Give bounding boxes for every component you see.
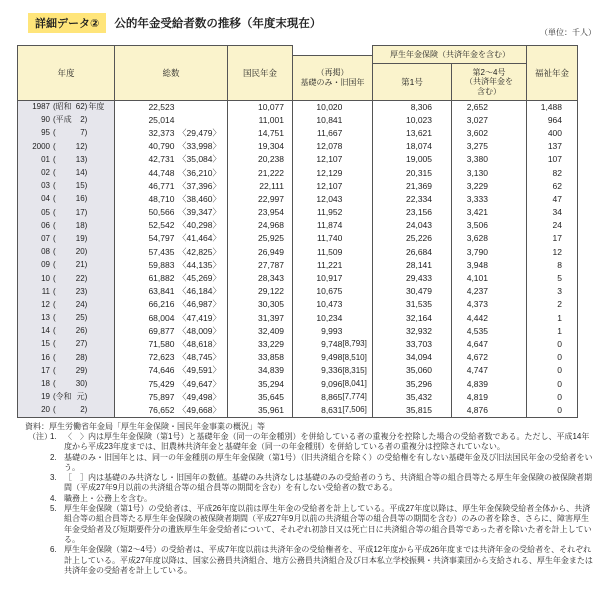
kokumin-cell: 27,787 <box>228 258 293 271</box>
dai1-cell: 19,005 <box>373 153 452 166</box>
table-row <box>18 126 577 139</box>
total-cell: 68,004 〈47,419〉 <box>115 311 228 324</box>
total-cell: 76,652 〈49,668〉 <box>115 403 228 416</box>
pension-table <box>17 45 578 418</box>
fukushi-cell: 24 <box>552 220 562 231</box>
total-cell: 59,883 〈44,135〉 <box>115 258 228 271</box>
dai1-cell: 31,535 <box>373 298 452 311</box>
table-row <box>18 153 577 166</box>
dai1-cell: 10,023 <box>373 113 452 126</box>
dai24-cell: 3,506 <box>452 219 527 232</box>
dai24-cell: 3,229 <box>452 179 527 192</box>
dai24-cell: 3,380 <box>452 153 527 166</box>
note-text: 〈 〉内は厚生年金保険（第1号）と基礎年金（同一の年金種別）を併給している者の重複分を控除した場合の受給者数である。ただし、平成14年度から平成23年度までは、旧農林共済年金と基礎年金（同一の年金種別）を併給している者の重複分は控除されていない。 <box>64 432 590 452</box>
header-saikei-line1: （再掲） <box>316 68 349 77</box>
title-bar <box>28 13 321 33</box>
dai1-cell: 34,094 <box>373 351 452 364</box>
kokumin-cell: 25,925 <box>228 232 293 245</box>
dai1-cell: 25,226 <box>373 232 452 245</box>
header-dai24-line2: （共済年金を <box>465 77 513 87</box>
fukushi-cell: 0 <box>557 352 562 363</box>
dai24-cell: 2,652 <box>452 100 527 113</box>
year-cell: 15 ( 27 ) <box>18 337 115 350</box>
kokumin-cell: 29,122 <box>228 285 293 298</box>
kiso-cell: 12,043 <box>293 192 373 205</box>
total-cell: 48,710 〈38,460〉 <box>115 192 228 205</box>
dai1-cell: 35,432 <box>373 390 452 403</box>
fukushi-cell: 34 <box>552 207 562 218</box>
note-item <box>50 432 596 453</box>
fukushi-cell: 2 <box>557 299 562 310</box>
table-row <box>18 403 577 416</box>
kiso-cell: 9,498 [8,510] <box>293 351 373 364</box>
kiso-cell: 8,631 [7,506] <box>293 403 373 416</box>
header-dai24-line1: 第2～4号 <box>472 67 506 77</box>
header-dai24 <box>451 63 527 101</box>
note-item <box>50 473 596 494</box>
kokumin-cell: 31,397 <box>228 311 293 324</box>
table-row <box>18 258 577 271</box>
header-kokumin: 国民年金 <box>227 45 293 101</box>
note-number: 5. <box>50 504 57 514</box>
total-cell: 63,841 〈46,184〉 <box>115 285 228 298</box>
dai1-cell: 13,621 <box>373 126 452 139</box>
total-cell: 54,797 〈41,464〉 <box>115 232 228 245</box>
table-row <box>18 219 577 232</box>
note-text: 職務上・公務上を含む。 <box>64 493 152 503</box>
fukushi-cell: 1 <box>557 325 562 336</box>
kiso-cell: 11,221 <box>293 258 373 271</box>
note-number: 4. <box>50 493 57 503</box>
note-items <box>50 432 596 576</box>
kokumin-cell: 10,077 <box>228 100 293 113</box>
unit-label: （単位：千人） <box>540 28 596 37</box>
table-row <box>18 113 577 126</box>
year-cell: 05 ( 17 ) <box>18 206 115 219</box>
kokumin-cell: 19,304 <box>228 140 293 153</box>
dai1-cell: 20,315 <box>373 166 452 179</box>
year-cell: 10 ( 22 ) <box>18 271 115 284</box>
total-cell: 66,216 〈46,987〉 <box>115 298 228 311</box>
dai1-cell: 30,479 <box>373 285 452 298</box>
total-cell: 25,014 <box>115 113 228 126</box>
year-cell: 1987 ( 昭和 62 ) 年度 <box>18 100 115 113</box>
dai1-cell: 32,932 <box>373 324 452 337</box>
fukushi-cell: 47 <box>552 193 562 204</box>
fukushi-cell: 1,488 <box>540 101 562 112</box>
year-cell: 07 ( 19 ) <box>18 232 115 245</box>
year-cell: 95 ( 7 ) <box>18 126 115 139</box>
year-cell: 17 ( 29 ) <box>18 364 115 377</box>
dai24-cell: 3,130 <box>452 166 527 179</box>
year-cell: 16 ( 28 ) <box>18 351 115 364</box>
dai1-cell: 35,815 <box>373 403 452 416</box>
total-cell: 61,882 〈45,269〉 <box>115 271 228 284</box>
dai1-cell: 26,684 <box>373 245 452 258</box>
note-item <box>50 504 596 545</box>
kiso-cell: 11,667 <box>293 126 373 139</box>
kokumin-cell: 14,751 <box>228 126 293 139</box>
dai1-cell: 23,156 <box>373 206 452 219</box>
note-text: 基礎のみ・旧国年とは、同一の年金種別の厚生年金保険（第1号）（旧共済組合を除く）の受給権を有しない基礎年金及び旧法国民年金の受給者をいう。 <box>64 452 593 472</box>
kiso-cell: 11,874 <box>293 219 373 232</box>
total-cell: 42,731 〈35,084〉 <box>115 153 228 166</box>
dai1-cell: 28,141 <box>373 258 452 271</box>
fukushi-cell: 0 <box>557 391 562 402</box>
dai24-cell: 4,647 <box>452 337 527 350</box>
year-cell: 04 ( 16 ) <box>18 192 115 205</box>
note-text: ［ ］内は基礎のみ共済なし・旧国年の数値。基礎のみ共済なしは基礎のみの受給者のうち、共済組合等の組合員等たる厚生年金保険の被保険者期間（平成27年9月以前の共済組合等の組合員等の期間を含む）を有しない受給者の数である。 <box>64 473 592 493</box>
header-year: 年度 <box>17 45 115 101</box>
kiso-cell: 9,993 <box>293 324 373 337</box>
total-cell: 57,435 〈42,825〉 <box>115 245 228 258</box>
year-cell: 11 ( 23 ) <box>18 285 115 298</box>
kokumin-cell: 34,839 <box>228 364 293 377</box>
total-cell: 22,523 <box>115 100 228 113</box>
note-number: 2. <box>50 452 57 462</box>
kiso-cell: 12,107 <box>293 153 373 166</box>
dai24-cell: 4,535 <box>452 324 527 337</box>
table-row <box>18 232 577 245</box>
header-saikei <box>292 55 373 101</box>
dai24-cell: 4,237 <box>452 285 527 298</box>
year-cell: 13 ( 25 ) <box>18 311 115 324</box>
total-cell: 69,877 〈48,009〉 <box>115 324 228 337</box>
notes-label: （注） <box>28 432 52 441</box>
table-row <box>18 324 577 337</box>
dai24-cell: 3,333 <box>452 192 527 205</box>
total-cell: 75,429 〈49,647〉 <box>115 377 228 390</box>
total-cell: 52,542 〈40,298〉 <box>115 219 228 232</box>
dai1-cell: 35,060 <box>373 364 452 377</box>
year-cell: 20 ( 2 ) <box>18 403 115 416</box>
table-row <box>18 298 577 311</box>
kiso-cell: 9,748 [8,793] <box>293 337 373 350</box>
header-kosei-group: 厚生年金保険（共済年金を含む） <box>372 45 528 64</box>
table-row <box>18 245 577 258</box>
dai24-cell: 4,876 <box>452 403 527 416</box>
kokumin-cell: 30,305 <box>228 298 293 311</box>
year-cell: 08 ( 20 ) <box>18 245 115 258</box>
year-cell: 2000 ( 12 ) <box>18 140 115 153</box>
kokumin-cell: 35,294 <box>228 377 293 390</box>
header-saikei-line2: 基礎のみ・旧国年 <box>300 78 365 87</box>
kiso-cell: 10,841 <box>293 113 373 126</box>
note-text: 厚生年金保険（第2～4号）の受給者は、平成7年度以前は共済年金の受給権者を、平成12年度から平成26年度までは共済年金の受給者を、それぞれ計上している。平成27年度以降は、国家公務員共済組合、地方公務員共済組合及び日本私立学校振興・共済事業団から支給される、厚生年金または共済年金の受給者を計上している。 <box>64 545 593 575</box>
kiso-cell: 11,952 <box>293 206 373 219</box>
table-row <box>18 377 577 390</box>
kiso-cell: 12,129 <box>293 166 373 179</box>
kokumin-cell: 23,954 <box>228 206 293 219</box>
dai24-cell: 3,027 <box>452 113 527 126</box>
note-number: 1. <box>50 432 57 441</box>
kiso-cell: 10,020 <box>293 100 373 113</box>
fukushi-cell: 0 <box>557 404 562 415</box>
fukushi-cell: 82 <box>552 167 562 178</box>
dai24-cell: 4,672 <box>452 351 527 364</box>
fukushi-cell: 0 <box>557 365 562 376</box>
dai24-cell: 4,101 <box>452 271 527 284</box>
dai24-cell: 4,747 <box>452 364 527 377</box>
dai1-cell: 18,074 <box>373 140 452 153</box>
table-body <box>17 100 578 418</box>
fukushi-cell: 964 <box>547 114 562 125</box>
table-row <box>18 192 577 205</box>
kokumin-cell: 22,997 <box>228 192 293 205</box>
total-cell: 74,646 〈49,591〉 <box>115 364 228 377</box>
fukushi-cell: 107 <box>547 154 562 165</box>
dai24-cell: 4,839 <box>452 377 527 390</box>
dai1-cell: 29,433 <box>373 271 452 284</box>
kokumin-cell: 24,968 <box>228 219 293 232</box>
table-row <box>18 337 577 350</box>
dai1-cell: 8,306 <box>373 100 452 113</box>
dai24-cell: 3,948 <box>452 258 527 271</box>
table-row <box>18 206 577 219</box>
kokumin-cell: 11,001 <box>228 113 293 126</box>
kokumin-cell: 33,229 <box>228 337 293 350</box>
note-text: 厚生年金保険（第1号）の受給者は、平成26年度以前は厚生年金の受給者を計上している。平成27年度以降は、厚生年金保険受給者全体から、共済組合等の組合員等たる厚生年金保険の被保険者期間（平成27年9月以前の共済組合等の組合員等の期間を含む）のみの者を除き、さらに、障害厚生年金受給者及び短期要件分の遺族厚生年金受給者について、それぞれ初診日又は死亡日に共済組合等の組合員等であった者を除いた者を計上している。 <box>64 504 592 544</box>
header-fukushi: 福祉年金 <box>526 45 578 101</box>
kokumin-cell: 26,949 <box>228 245 293 258</box>
fukushi-cell: 0 <box>557 378 562 389</box>
kiso-cell: 9,096 [8,041] <box>293 377 373 390</box>
table-row <box>18 166 577 179</box>
kiso-cell: 9,336 [8,315] <box>293 364 373 377</box>
table-row <box>18 285 577 298</box>
dai24-cell: 3,275 <box>452 140 527 153</box>
dai1-cell: 22,334 <box>373 192 452 205</box>
year-cell: 90 ( 平成 2 ) <box>18 113 115 126</box>
fukushi-cell: 12 <box>552 246 562 257</box>
note-item <box>50 494 596 504</box>
kiso-cell: 8,865 [7,774] <box>293 390 373 403</box>
dai24-cell: 3,421 <box>452 206 527 219</box>
kiso-cell: 11,740 <box>293 232 373 245</box>
kiso-cell: 10,234 <box>293 311 373 324</box>
note-item <box>50 545 596 576</box>
header-total: 総数 <box>114 45 228 101</box>
total-cell: 40,790 〈33,998〉 <box>115 140 228 153</box>
table-row <box>18 390 577 403</box>
year-cell: 02 ( 14 ) <box>18 166 115 179</box>
year-cell: 01 ( 13 ) <box>18 153 115 166</box>
year-cell: 18 ( 30 ) <box>18 377 115 390</box>
table-row <box>18 311 577 324</box>
dai24-cell: 3,628 <box>452 232 527 245</box>
table-row <box>18 100 577 113</box>
note-item <box>50 453 596 474</box>
kokumin-cell: 20,238 <box>228 153 293 166</box>
fukushi-cell: 137 <box>547 141 562 152</box>
table-row <box>18 140 577 153</box>
kiso-cell: 12,078 <box>293 140 373 153</box>
dai24-cell: 4,442 <box>452 311 527 324</box>
year-cell: 03 ( 15 ) <box>18 179 115 192</box>
total-cell: 32,373 〈29,479〉 <box>115 126 228 139</box>
year-cell: 06 ( 18 ) <box>18 219 115 232</box>
section-label: 詳細データ② <box>28 13 106 33</box>
dai24-cell: 4,819 <box>452 390 527 403</box>
table-row <box>18 351 577 364</box>
dai1-cell: 33,703 <box>373 337 452 350</box>
dai24-cell: 4,373 <box>452 298 527 311</box>
dai24-cell: 3,602 <box>452 126 527 139</box>
dai1-cell: 32,164 <box>373 311 452 324</box>
fukushi-cell: 0 <box>557 338 562 349</box>
total-cell: 46,771 〈37,396〉 <box>115 179 228 192</box>
total-cell: 72,623 〈48,745〉 <box>115 351 228 364</box>
kokumin-cell: 35,645 <box>228 390 293 403</box>
kokumin-cell: 33,858 <box>228 351 293 364</box>
fukushi-cell: 3 <box>557 286 562 297</box>
fukushi-cell: 17 <box>552 233 562 244</box>
kiso-cell: 11,509 <box>293 245 373 258</box>
year-cell: 12 ( 24 ) <box>18 298 115 311</box>
note-number: 3. <box>50 473 57 483</box>
fukushi-cell: 1 <box>557 312 562 323</box>
total-cell: 50,566 〈39,347〉 <box>115 206 228 219</box>
fukushi-cell: 400 <box>547 127 562 138</box>
year-cell: 19 ( 令和 元 ) <box>18 390 115 403</box>
kiso-cell: 10,917 <box>293 271 373 284</box>
kiso-cell: 12,107 <box>293 179 373 192</box>
fukushi-cell: 62 <box>552 180 562 191</box>
year-cell: 14 ( 26 ) <box>18 324 115 337</box>
note-number: 6. <box>50 545 57 555</box>
fukushi-cell: 5 <box>557 273 562 284</box>
kokumin-cell: 28,343 <box>228 271 293 284</box>
source-line: 資料：厚生労働省年金局「厚生年金保険・国民年金事業の概況」等 <box>25 422 265 431</box>
total-cell: 71,580 〈48,618〉 <box>115 337 228 350</box>
table-row <box>18 271 577 284</box>
kokumin-cell: 35,961 <box>228 403 293 416</box>
dai1-cell: 35,296 <box>373 377 452 390</box>
table-row <box>18 364 577 377</box>
kiso-cell: 10,675 <box>293 285 373 298</box>
kiso-cell: 10,473 <box>293 298 373 311</box>
dai1-cell: 24,043 <box>373 219 452 232</box>
kokumin-cell: 22,111 <box>228 179 293 192</box>
table-row <box>18 179 577 192</box>
dai1-cell: 21,369 <box>373 179 452 192</box>
dai24-cell: 3,790 <box>452 245 527 258</box>
kokumin-cell: 32,409 <box>228 324 293 337</box>
notes <box>28 432 596 576</box>
fukushi-cell: 8 <box>557 259 562 270</box>
total-cell: 75,897 〈49,498〉 <box>115 390 228 403</box>
total-cell: 44,748 〈36,210〉 <box>115 166 228 179</box>
year-cell: 09 ( 21 ) <box>18 258 115 271</box>
kokumin-cell: 21,222 <box>228 166 293 179</box>
header-dai1: 第1号 <box>372 63 452 101</box>
page-title: 公的年金受給者数の推移（年度末現在） <box>114 18 322 30</box>
header-dai24-line3: 含む） <box>477 86 501 96</box>
